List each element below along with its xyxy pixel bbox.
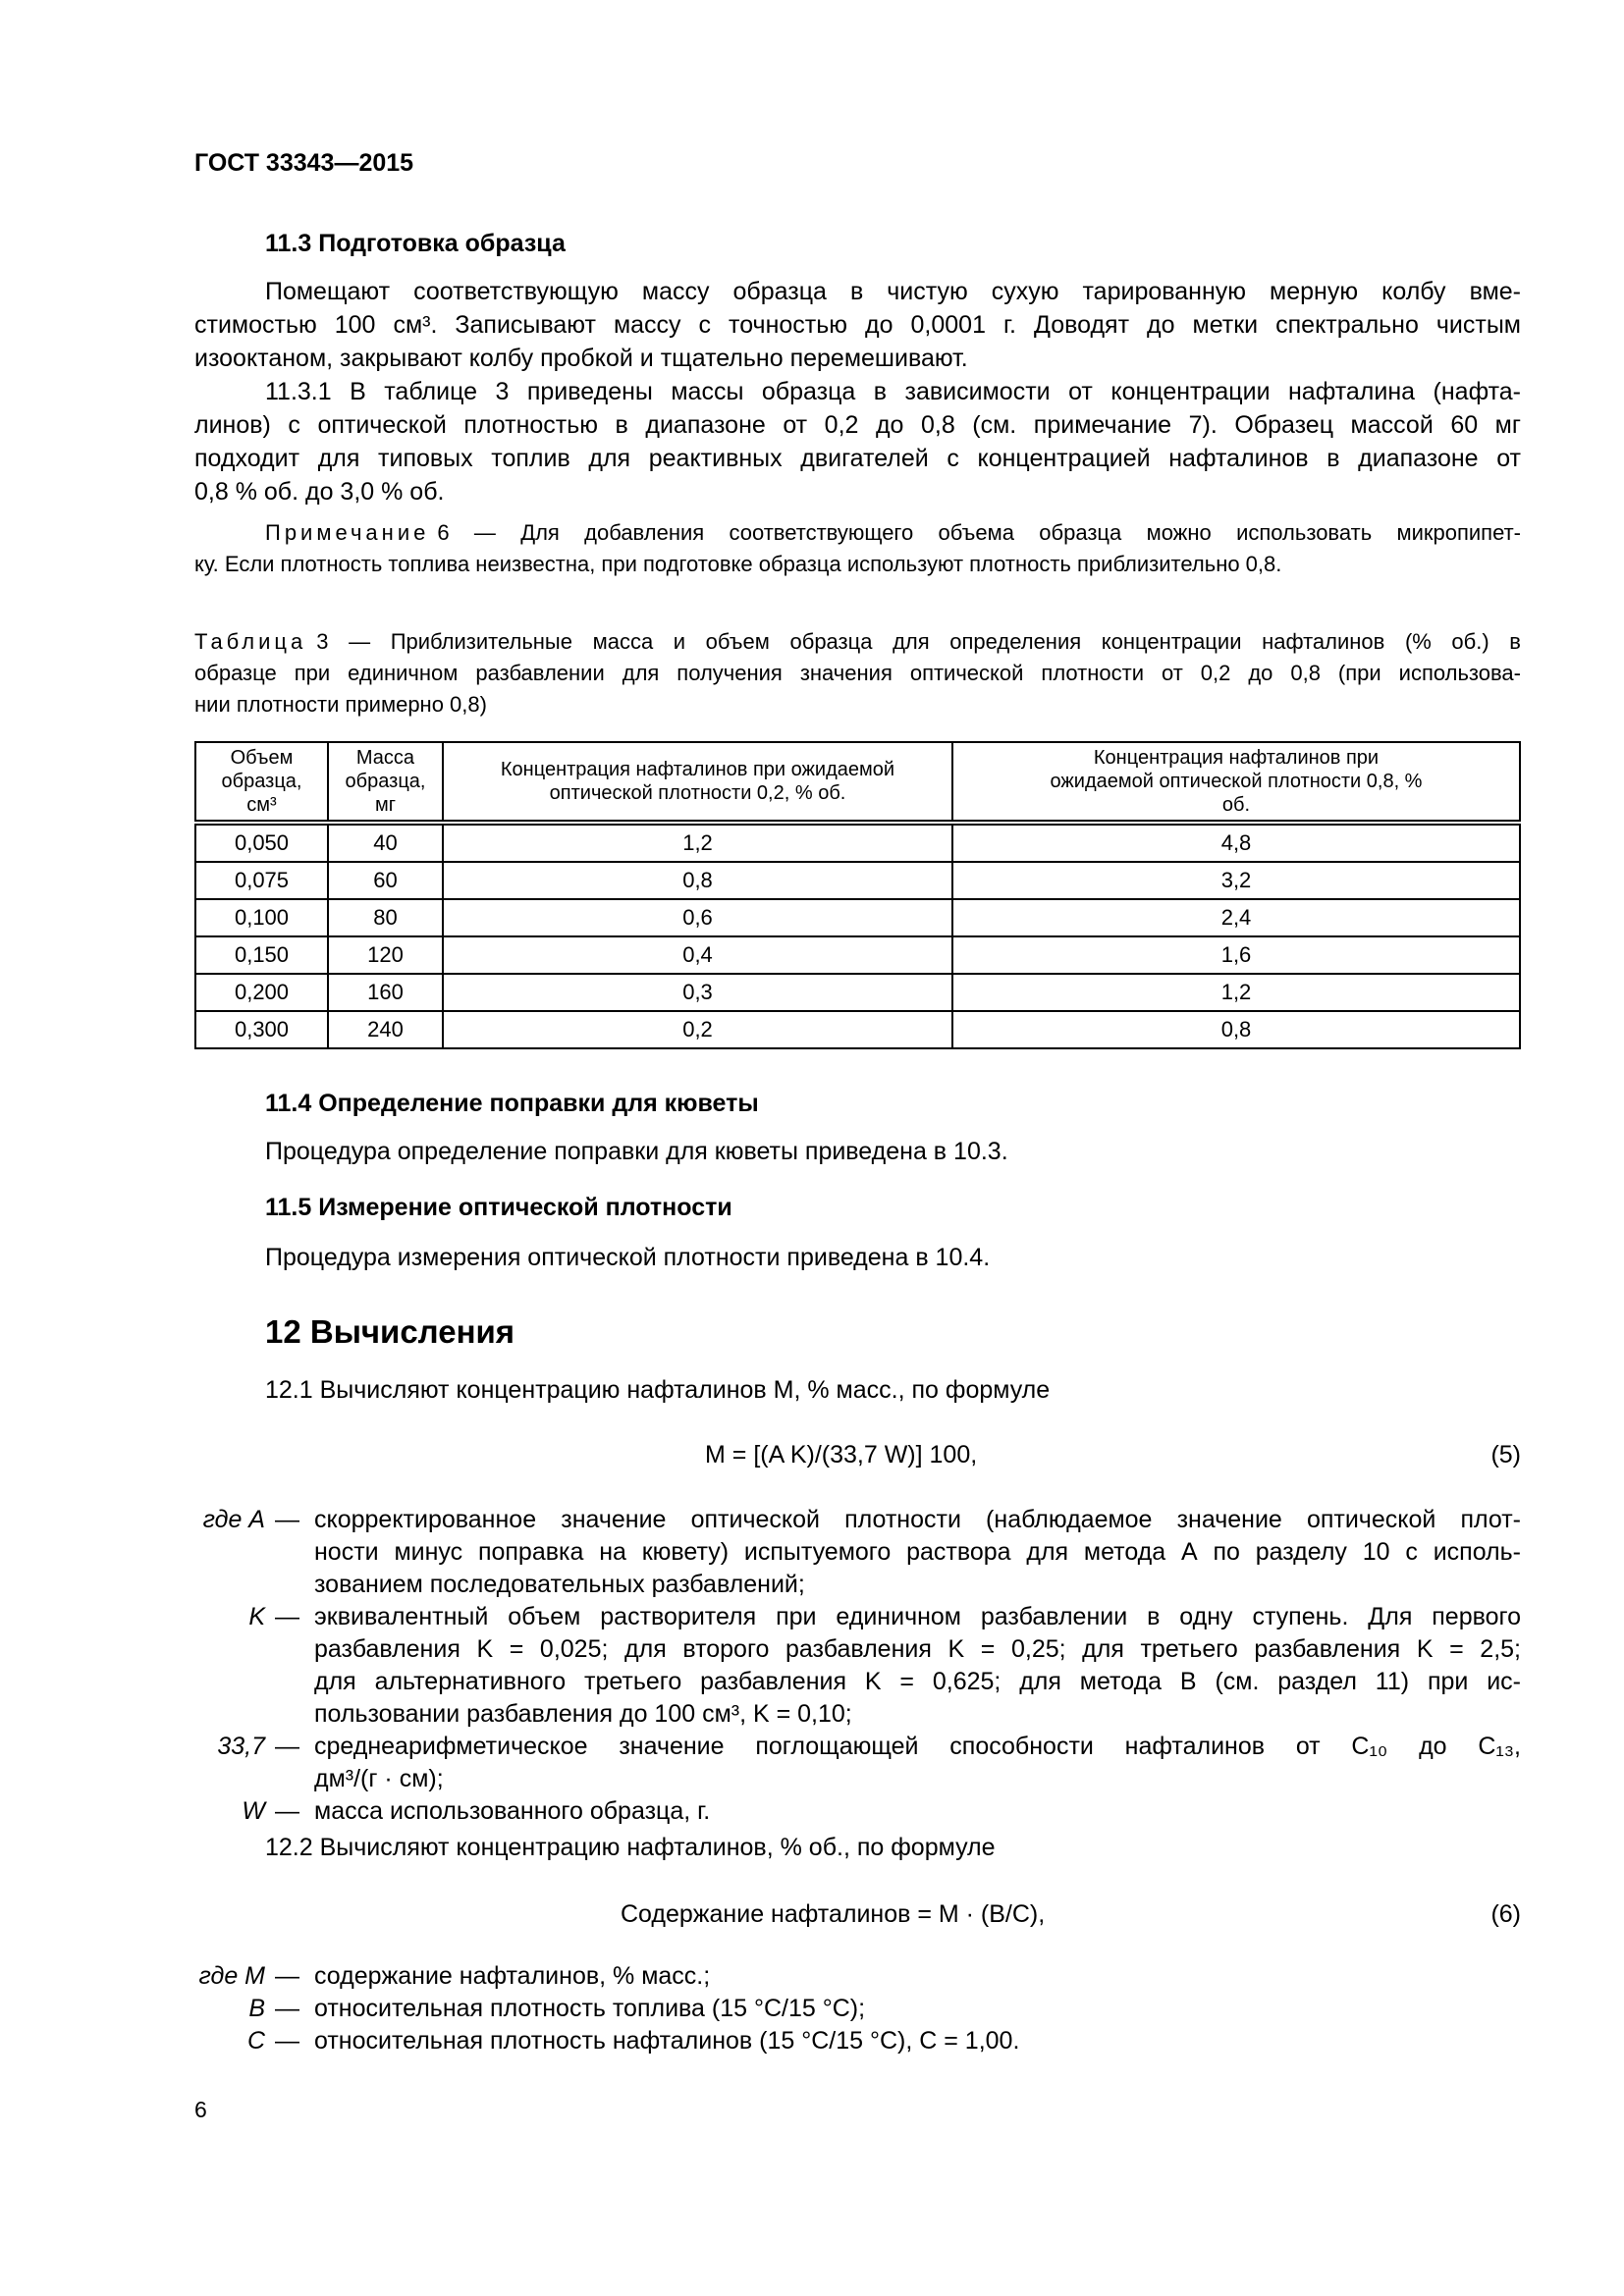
table-cell: 240: [328, 1011, 443, 1048]
table-cell: 1,2: [952, 974, 1520, 1011]
definition-text: пользовании разбавления до 100 см³, K = 0,10;: [314, 1700, 852, 1728]
table-cell: 0,150: [195, 936, 328, 974]
section-11-4-text: Процедура определение поправки для кюветы приведена в 10.3.: [265, 1138, 1008, 1165]
table-row: [195, 936, 1520, 974]
table-cell: 40: [328, 823, 443, 862]
formula-6-number: (6): [1490, 1900, 1521, 1928]
page-number: 6: [194, 2097, 207, 2122]
section-12-1-text: 12.1 Вычисляют концентрацию нафталинов M, % масс., по формуле: [265, 1376, 1051, 1404]
text-line: 6 — Для добавления соответствующего объема образца можно использовать микропипет-: [437, 520, 1521, 545]
table-cell: 0,075: [195, 862, 328, 899]
definition-text: скорректированное значение оптической плотности (наблюдаемое значение оптической плот-: [314, 1506, 1521, 1533]
table-row: [195, 974, 1520, 1011]
table-row: [195, 862, 1520, 899]
column-header-conc-0-8: Концентрация нафталинов при ожидаемой оптической плотности 0,8, % об.: [952, 742, 1520, 823]
table-row: [195, 899, 1520, 936]
definition-text: среднеарифметическое значение поглощающей способности нафталинов от C₁₀ до C₁₃,: [314, 1733, 1521, 1760]
term-text: W: [242, 1797, 265, 1825]
definition-term: [0, 1600, 265, 1633]
formula-5: M = [(A K)/(33,7 W)] 100,: [705, 1441, 978, 1468]
text-line: линов) с оптической плотностью в диапазоне от 0,2 до 0,8 (см. примечание 7). Образец массой 60 мг: [194, 411, 1521, 439]
definition-text: для альтернативного третьего разбавления K = 0,625; для метода В (см. раздел 11) при ис-: [314, 1668, 1521, 1695]
em-dash: —: [275, 1733, 299, 1760]
caption-label: Таблица: [194, 629, 307, 654]
definition-text: содержание нафталинов, % масс.;: [314, 1962, 711, 1990]
table-cell: 160: [328, 974, 443, 1011]
table-3: [194, 741, 1521, 1049]
em-dash: —: [275, 2027, 299, 2055]
table-row: [195, 823, 1520, 862]
section-11-4-title: 11.4 Определение поправки для кюветы: [265, 1090, 759, 1117]
section-11-5-text: Процедура измерения оптической плотности приведена в 10.4.: [265, 1244, 991, 1271]
table-cell: 0,2: [443, 1011, 952, 1048]
definition-text: разбавления K = 0,025; для второго разбавления K = 0,25; для третьего разбавления K = 2,5;: [314, 1635, 1521, 1663]
column-header-conc-0-2: Концентрация нафталинов при ожидаемой оптической плотности 0,2, % об.: [443, 742, 952, 823]
table-cell: 0,3: [443, 974, 952, 1011]
term-text: B: [248, 1995, 265, 2022]
table-cell: 2,4: [952, 899, 1520, 936]
column-header-mass: Масса образца, мг: [328, 742, 443, 823]
table-caption: [194, 626, 1521, 721]
formula-5-number: (5): [1490, 1441, 1521, 1468]
table-cell: 0,8: [443, 862, 952, 899]
text-line: изооктаном, закрывают колбу пробкой и тщательно перемешивают.: [194, 345, 968, 372]
table-cell: 120: [328, 936, 443, 974]
em-dash: —: [275, 1603, 299, 1630]
table-row: [195, 1011, 1520, 1048]
table-cell: 0,300: [195, 1011, 328, 1048]
section-12-2-text: 12.2 Вычисляют концентрацию нафталинов, % об., по формуле: [265, 1834, 996, 1861]
text-line: образце при единичном разбавлении для получения значения оптической плотности от 0,2 до 0,8 (при использова-: [194, 661, 1521, 685]
text-line: нии плотности примерно 0,8): [194, 692, 487, 717]
term-text: где A: [202, 1506, 265, 1533]
em-dash: —: [275, 1995, 299, 2022]
definition-term: [0, 1503, 265, 1536]
table-cell: 0,8: [952, 1011, 1520, 1048]
section-11-5-title: 11.5 Измерение оптической плотности: [265, 1194, 732, 1221]
section-12-title: 12 Вычисления: [265, 1313, 515, 1350]
definition-text: относительная плотность топлива (15 °C/15 °C);: [314, 1995, 866, 2022]
text-line: ку. Если плотность топлива неизвестна, при подготовке образца используют плотность приблизительно 0,8.: [194, 552, 1282, 576]
definition-text: ности минус поправка на кювету) испытуемого раствора для метода А по разделу 10 с исполь-: [314, 1538, 1521, 1566]
term-text: C: [246, 2027, 265, 2055]
definition-term: [0, 2024, 265, 2057]
em-dash: —: [275, 1506, 299, 1533]
text-line: Помещают соответствующую массу образца в чистую сухую тарированную мерную колбу вме-: [265, 278, 1521, 305]
table-cell: 0,200: [195, 974, 328, 1011]
table-cell: 0,4: [443, 936, 952, 974]
section-11-3-paragraph-1: [194, 275, 1521, 375]
table-cell: 0,100: [195, 899, 328, 936]
text-line: 11.3.1 В таблице 3 приведены массы образца в зависимости от концентрации нафталина (нафта-: [265, 378, 1521, 405]
table-cell: 4,8: [952, 823, 1520, 862]
table-cell: 0,050: [195, 823, 328, 862]
table-cell: 1,2: [443, 823, 952, 862]
table-header-row: [195, 742, 1520, 823]
definition-text: зованием последовательных разбавлений;: [314, 1571, 805, 1598]
em-dash: —: [275, 1797, 299, 1825]
text-line: 3 — Приблизительные масса и объем образца для определения концентрации нафталинов (% об.) в: [316, 629, 1521, 654]
note-6: [194, 517, 1521, 580]
term-text: 33,7: [217, 1733, 265, 1760]
section-11-3-title: 11.3 Подготовка образца: [265, 230, 566, 257]
text-line: 0,8 % об. до 3,0 % об.: [194, 478, 445, 506]
note-label: Примечание: [265, 520, 430, 545]
term-text: K: [248, 1603, 265, 1630]
table-cell: 80: [328, 899, 443, 936]
text-line: подходит для типовых топлив для реактивных двигателей с концентрацией нафталинов в диапазоне от: [194, 445, 1521, 472]
term-text: где M: [198, 1962, 265, 1990]
definition-term: [0, 1730, 265, 1763]
text-line: стимостью 100 см³. Записывают массу с точностью до 0,0001 г. Доводят до метки спектрально чистым: [194, 311, 1521, 339]
definition-term: [0, 1959, 265, 1993]
em-dash: —: [275, 1962, 299, 1990]
document-header: ГОСТ 33343—2015: [194, 149, 414, 177]
table-cell: 1,6: [952, 936, 1520, 974]
table-cell: 60: [328, 862, 443, 899]
definition-text: относительная плотность нафталинов (15 °C/15 °C), C = 1,00.: [314, 2027, 1020, 2055]
definition-text: масса использованного образца, г.: [314, 1797, 711, 1825]
column-header-volume: Объем образца, см³: [195, 742, 328, 823]
formula-6: Содержание нафталинов = M · (B/C),: [621, 1900, 1046, 1928]
definition-text: дм³/(г · см);: [314, 1765, 444, 1792]
table-cell: 0,6: [443, 899, 952, 936]
definition-term: [0, 1794, 265, 1828]
definition-term: [0, 1992, 265, 2025]
section-11-3-1-paragraph: [194, 375, 1521, 508]
table-cell: 3,2: [952, 862, 1520, 899]
definition-text: эквивалентный объем растворителя при единичном разбавлении в одну ступень. Для первого: [314, 1603, 1521, 1630]
